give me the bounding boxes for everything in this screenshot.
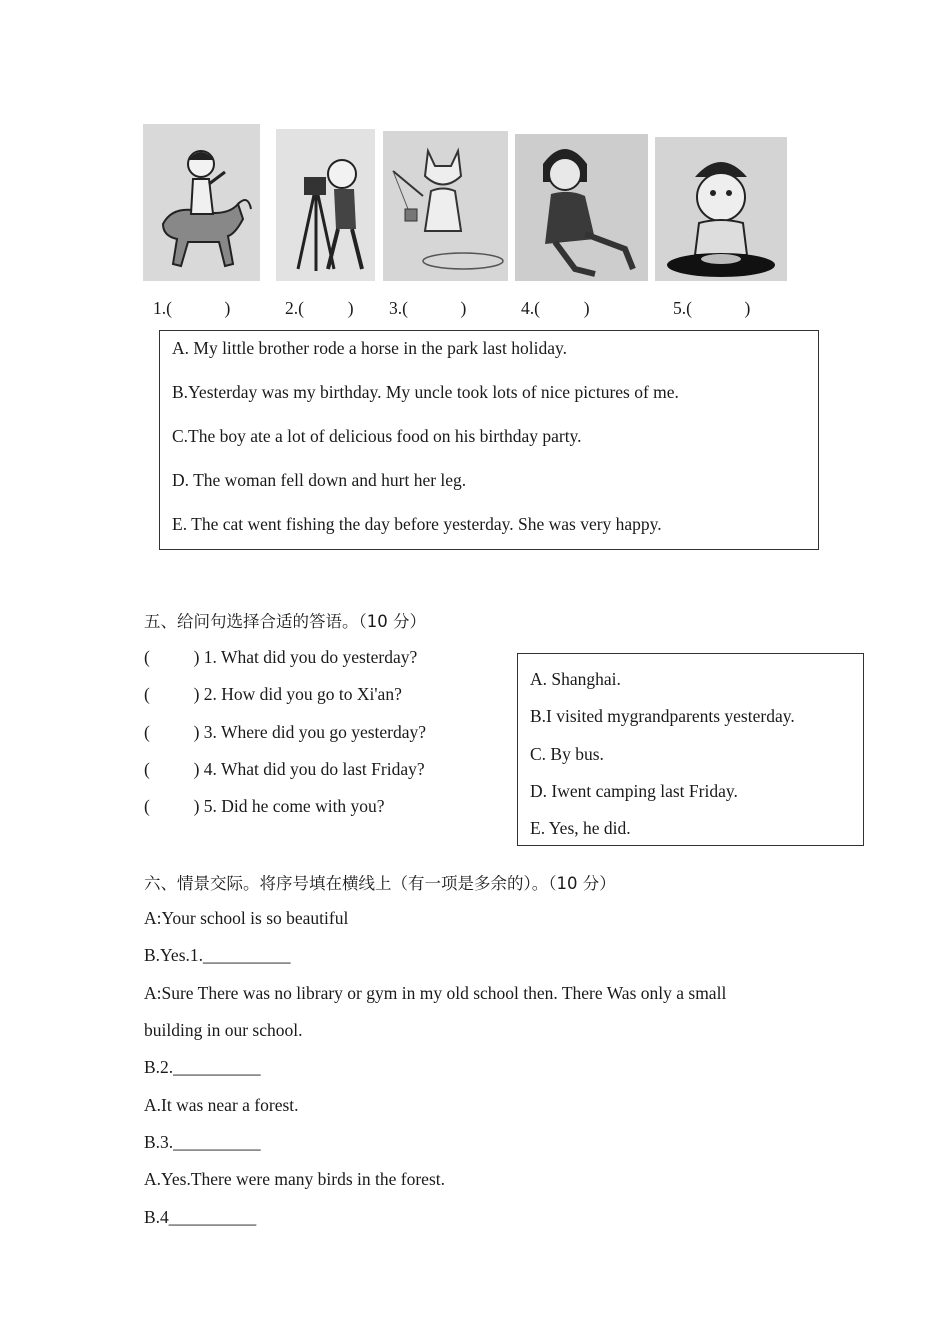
section5-answer-c: C. By bus.	[530, 744, 604, 764]
matching-option-d: D. The woman fell down and hurt her leg.	[172, 470, 467, 490]
picture-label-4: 4.( )	[521, 298, 590, 318]
section5-answer-d: D. Iwent camping last Friday.	[530, 781, 738, 801]
dialogue-line-2: B.Yes.1.__________	[144, 945, 291, 965]
cat-fishing-icon	[383, 131, 508, 281]
section5-title: 五、给问句选择合适的答语。（10 分）	[144, 612, 426, 631]
section5-answer-a: A. Shanghai.	[530, 669, 621, 689]
section5-answer-b: B.I visited mygrandparents yesterday.	[530, 706, 795, 726]
section6-title: 六、情景交际。将序号填在横线上（有一项是多余的）。（10 分）	[144, 874, 616, 893]
matching-option-e: E. The cat went fishing the day before yesterday. She was very happy.	[172, 514, 662, 534]
boy-eating-icon	[655, 137, 787, 281]
matching-option-a: A. My little brother rode a horse in the park last holiday.	[172, 338, 567, 358]
section5-question-4: ( ) 4. What did you do last Friday?	[144, 759, 425, 779]
dialogue-line-5: B.2.__________	[144, 1057, 261, 1077]
picture-label-2: 2.( )	[285, 298, 354, 318]
dialogue-line-9: B.4__________	[144, 1207, 257, 1227]
section5-question-3: ( ) 3. Where did you go yesterday?	[144, 722, 427, 742]
section5-question-5: ( ) 5. Did he come with you?	[144, 796, 385, 816]
section5-question-1: ( ) 1. What did you do yesterday?	[144, 647, 418, 667]
section5-answer-e: E. Yes, he did.	[530, 818, 631, 838]
section5-answers-box	[517, 653, 864, 846]
dialogue-line-6: A.It was near a forest.	[144, 1095, 299, 1115]
picture-label-1: 1.( )	[153, 298, 231, 318]
picture-label-3: 3.( )	[389, 298, 467, 318]
matching-options-box	[159, 330, 819, 550]
man-with-camera-icon	[276, 129, 375, 281]
matching-option-c: C.The boy ate a lot of delicious food on his birthday party.	[172, 426, 582, 446]
dialogue-line-1: A:Your school is so beautiful	[144, 908, 349, 928]
dialogue-line-3: A:Sure There was no library or gym in my old school then. There Was only a small	[144, 983, 727, 1003]
dialogue-line-7: B.3.__________	[144, 1132, 261, 1152]
section5-question-2: ( ) 2. How did you go to Xi'an?	[144, 684, 402, 704]
girl-fallen-icon	[515, 134, 648, 281]
dialogue-line-8: A.Yes.There were many birds in the forest.	[144, 1169, 445, 1189]
picture-label-5: 5.( )	[673, 298, 751, 318]
matching-option-b: B.Yesterday was my birthday. My uncle took lots of nice pictures of me.	[172, 382, 679, 402]
dialogue-line-4: building in our school.	[144, 1020, 303, 1040]
boy-riding-horse-icon	[143, 124, 260, 281]
